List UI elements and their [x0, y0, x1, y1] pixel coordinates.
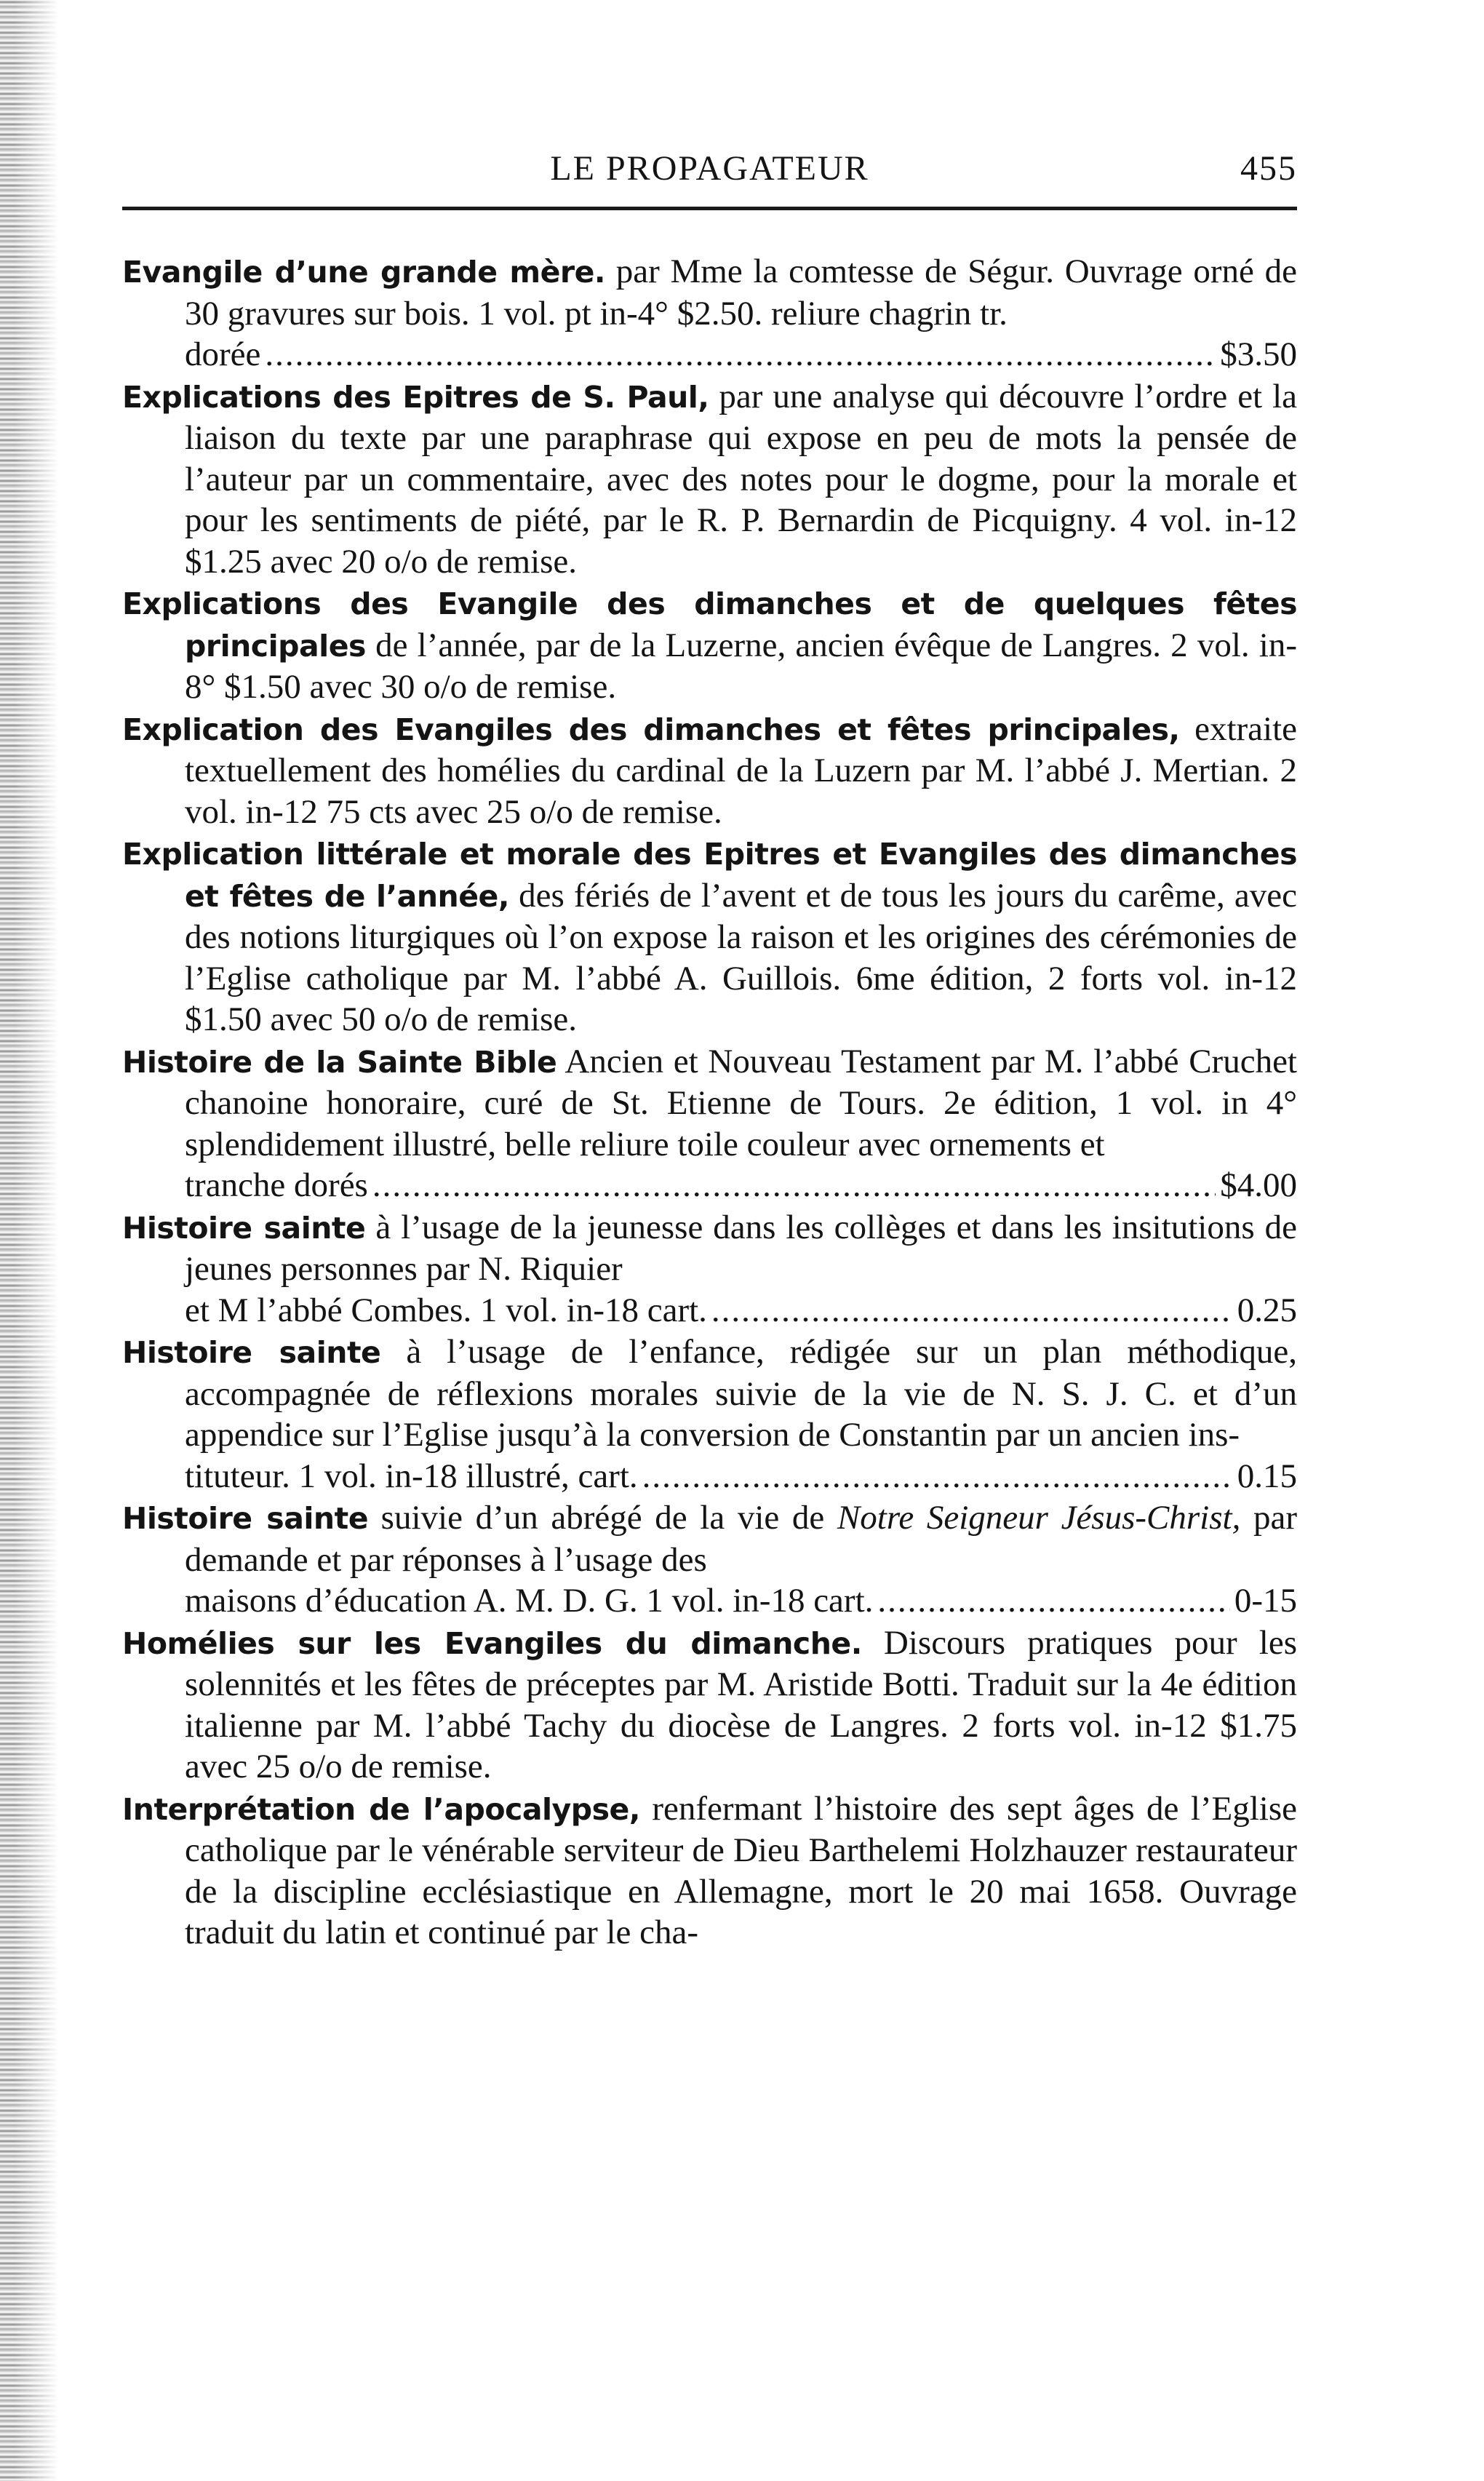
entry-title: Explications des Evangile des dimanches et de quelques fêtes principales: [122, 586, 1297, 664]
price-line: [185, 1165, 1297, 1206]
scanned-binding-edge: [0, 0, 58, 2481]
entry-title: Evangile d’une grande mère.: [122, 255, 605, 290]
entry-title: Histoire de la Sainte Bible: [122, 1044, 557, 1080]
entry-text: par une analyse qui découvre l’ordre et la liaison du texte par une paraphrase qui expose en peu de mots la pensée de l’auteur par un commentaire, avec des notes pour le dogme, pour la morale et pour les sentiments de piété, par le R. P. Bernardin de Picquigny. 4 vol. in-12 $1.25 avec 20 o/o de remise.: [185, 377, 1298, 581]
price-line-text: et M l’abbé Combes. 1 vol. in-18 cart.: [185, 1291, 707, 1329]
catalog-entry: [122, 376, 1297, 583]
entry-text: renfermant l’histoire des sept âges de l’Eglise catholique par le vénérable serviteur de Dieu Barthelemi Holzhauzer restaurateur de la discipline ecclésiastique en Allemagne, mort le 20 mai 1658. Ouvrage traduit du latin et continué par le cha-: [185, 1789, 1298, 1951]
journal-title: LE PROPAGATEUR: [550, 149, 869, 188]
catalog-entry: [122, 833, 1297, 1040]
price-line-text: tituteur. 1 vol. in-18 illustré, cart.: [185, 1457, 638, 1495]
catalog-entry: [122, 1622, 1297, 1788]
entry-text: extraite textuellement des homélies du cardinal de la Luzern par M. l’abbé J. Mertian. 2 vol. in-12 75 cts avec 25 o/o de remise.: [185, 709, 1297, 831]
catalog-entry: [122, 1207, 1297, 1331]
price-line-text: maisons d’éducation A. M. D. G. 1 vol. in-18 cart.: [185, 1582, 874, 1620]
entry-title: Explication littérale et morale des Epitres et Evangiles des dimanches et fêtes de l’année,: [122, 837, 1297, 914]
entry-text-continued: par demande et par réponses à l’usage des: [185, 1499, 1298, 1579]
entry-price: $3.50: [1220, 335, 1297, 373]
entry-price: $4.00: [1220, 1166, 1297, 1204]
entry-text: par Mme la comtesse de Ségur. Ouvrage orné de 30 gravures sur bois. 1 vol. pt in-4° $2.50. reliure chagrin tr.: [185, 252, 1297, 332]
dot-leader: [711, 1290, 1233, 1331]
dot-leader: [642, 1456, 1233, 1497]
entry-price: 0.25: [1237, 1291, 1297, 1329]
entry-title: Histoire sainte: [122, 1210, 366, 1246]
entry-text: Ancien et Nouveau Testament par M. l’abbé Cruchet chanoine honoraire, curé de St. Etienne de Tours. 2e édition, 1 vol. in 4° splendidement illustré, belle reliure toile couleur avec ornements et: [185, 1042, 1297, 1163]
entry-text: à l’usage de l’enfance, rédigée sur un plan méthodique, accompagnée de réflexions morales suivie de la vie de N. S. J. C. et d’un appendice sur l’Eglise jusqu’à la conversion de Constantin par un ancien ins-: [185, 1333, 1298, 1454]
entry-price: 0-15: [1234, 1582, 1297, 1620]
entry-title: Interprétation de l’apocalypse,: [122, 1791, 640, 1827]
header-rule: [122, 207, 1297, 210]
entry-title: Histoire sainte: [122, 1335, 381, 1370]
entry-text: Discours pratiques pour les solennités et les fêtes de préceptes par M. Aristide Botti. Traduit sur la 4e édition italienne par M. l’abbé Tachy du diocèse de Langres. 2 forts vol. in-12 $1.75 avec 25 o/o de remise.: [185, 1623, 1298, 1785]
entry-text: suivie d’un abrégé de la vie de: [368, 1499, 825, 1537]
entry-title: Homélies sur les Evangiles du dimanche.: [122, 1625, 862, 1661]
catalog-entry: [122, 583, 1297, 708]
catalog-entry: [122, 1497, 1297, 1622]
entry-title: Histoire sainte: [122, 1501, 369, 1536]
entry-price: 0.15: [1237, 1457, 1297, 1495]
catalog-entry: [122, 1788, 1297, 1954]
catalog-entry: [122, 709, 1297, 833]
price-line-text: tranche dorés: [185, 1166, 368, 1204]
entry-text: des fériés de l’avent et de tous les jours du carême, avec des notions liturgiques où l’on expose la raison et les origines des cérémonies de l’Eglise catholique par M. l’abbé A. Guillois. 6me édition, 2 forts vol. in-12 $1.50 avec 50 o/o de remise.: [185, 876, 1297, 1038]
entry-text: de l’année, par de la Luzerne, ancien évêque de Langres. 2 vol. in-8° $1.50 avec 30 o/o de remise.: [185, 626, 1297, 706]
dot-leader: [265, 334, 1216, 375]
price-line-text: dorée: [185, 335, 261, 373]
dot-leader: [877, 1580, 1229, 1622]
catalog-entry: [122, 1041, 1297, 1206]
price-line: [185, 1580, 1297, 1622]
price-line: [185, 1290, 1297, 1331]
price-line: [185, 1456, 1297, 1497]
entry-text: à l’usage de la jeunesse dans les collèges et dans les insitutions de jeunes personnes par N. Riquier: [185, 1208, 1297, 1288]
price-line: [185, 334, 1297, 375]
entry-title: Explication des Evangiles des dimanches et fêtes principales,: [122, 712, 1180, 747]
entry-italic-text: Notre Seigneur Jésus-Christ,: [837, 1499, 1241, 1537]
dot-leader: [372, 1165, 1216, 1206]
running-head: [122, 131, 1297, 196]
catalog-entry: [122, 251, 1297, 375]
entry-title: Explications des Epitres de S. Paul,: [122, 379, 709, 415]
catalog-page: [122, 131, 1297, 1954]
catalog-entry: [122, 1331, 1297, 1497]
page-number: 455: [1240, 149, 1297, 188]
